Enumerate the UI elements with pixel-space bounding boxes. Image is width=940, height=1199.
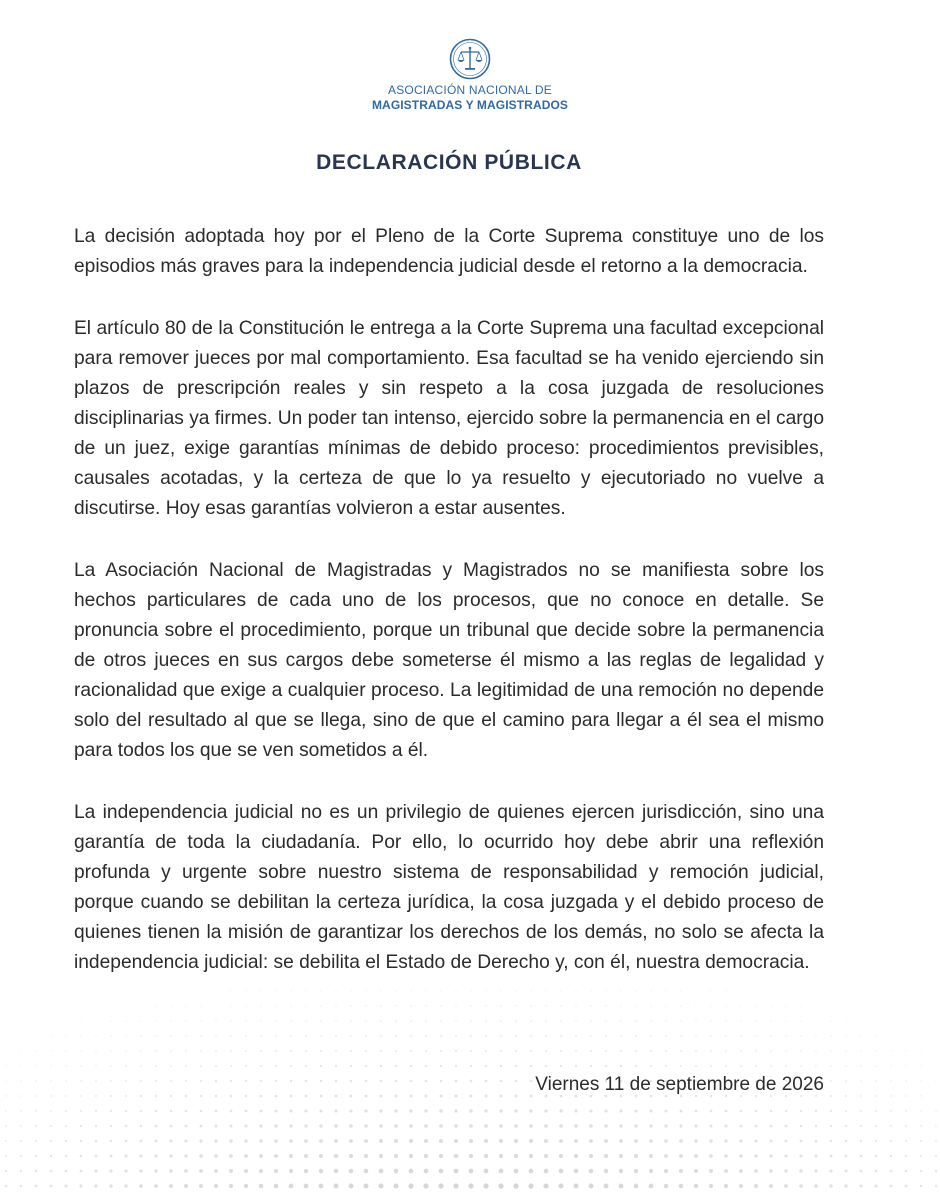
decorative-dot-pattern <box>0 940 940 1199</box>
paragraph-2: El artículo 80 de la Constitución le entrega a la Corte Suprema una facultad excepcional para remover jueces por mal comportamiento. Esa facultad se ha venido ejerciendo sin plazos de prescripción reales y sin respeto a la cosa juzgada de resoluciones disciplinarias ya firmes. Un poder tan intenso, ejercido sobre la permanencia en el cargo de un juez, exige garantías mínimas de debido proceso: procedimientos previsibles, causales acotadas, y la certeza de que lo ya resuelto y ejecutoriado no vuelve a discutirse. Hoy esas garantías volvieron a estar ausentes. <box>74 318 824 519</box>
declaration-date: Viernes 11 de septiembre de 2026 <box>535 1074 824 1095</box>
document-title: DECLARACIÓN PÚBLICA <box>316 151 582 174</box>
org-name-line1: ASOCIACIÓN NACIONAL DE <box>388 83 552 97</box>
declaration-body <box>74 222 824 978</box>
organization-header <box>0 38 940 112</box>
paragraph-3: La Asociación Nacional de Magistradas y Magistrados no se manifiesta sobre los hechos particulares de cada uno de los procesos, que no conoce en detalle. Se pronuncia sobre el procedimiento, porque un tribunal que decide sobre la permanencia de otros jueces en sus cargos debe someterse él mismo a las reglas de legalidad y racionalidad que exige a cualquier proceso. La legitimidad de una remoción no depende solo del resultado al que se llega, sino de que el camino para llegar a él sea el mismo para todos los que se ven sometidos a él. <box>74 560 824 761</box>
paragraph-1: La decisión adoptada hoy por el Pleno de la Corte Suprema constituye uno de los episodios más graves para la independencia judicial desde el retorno a la democracia. <box>74 226 824 277</box>
scales-of-justice-icon <box>449 38 491 80</box>
paragraph-4: La independencia judicial no es un privilegio de quienes ejercen jurisdicción, sino una garantía de toda la ciudadanía. Por ello, lo ocurrido hoy debe abrir una reflexión profunda y urgente sobre nuestro sistema de responsabilidad y remoción judicial, porque cuando se debilitan la certeza jurídica, la cosa juzgada y el debido proceso de quienes tienen la misión de garantizar los derechos de los demás, no solo se afecta la independencia judicial: se debilita el Estado de Derecho y, con él, nuestra democracia. <box>74 802 824 973</box>
org-name-line2: MAGISTRADAS Y MAGISTRADOS <box>371 98 569 112</box>
